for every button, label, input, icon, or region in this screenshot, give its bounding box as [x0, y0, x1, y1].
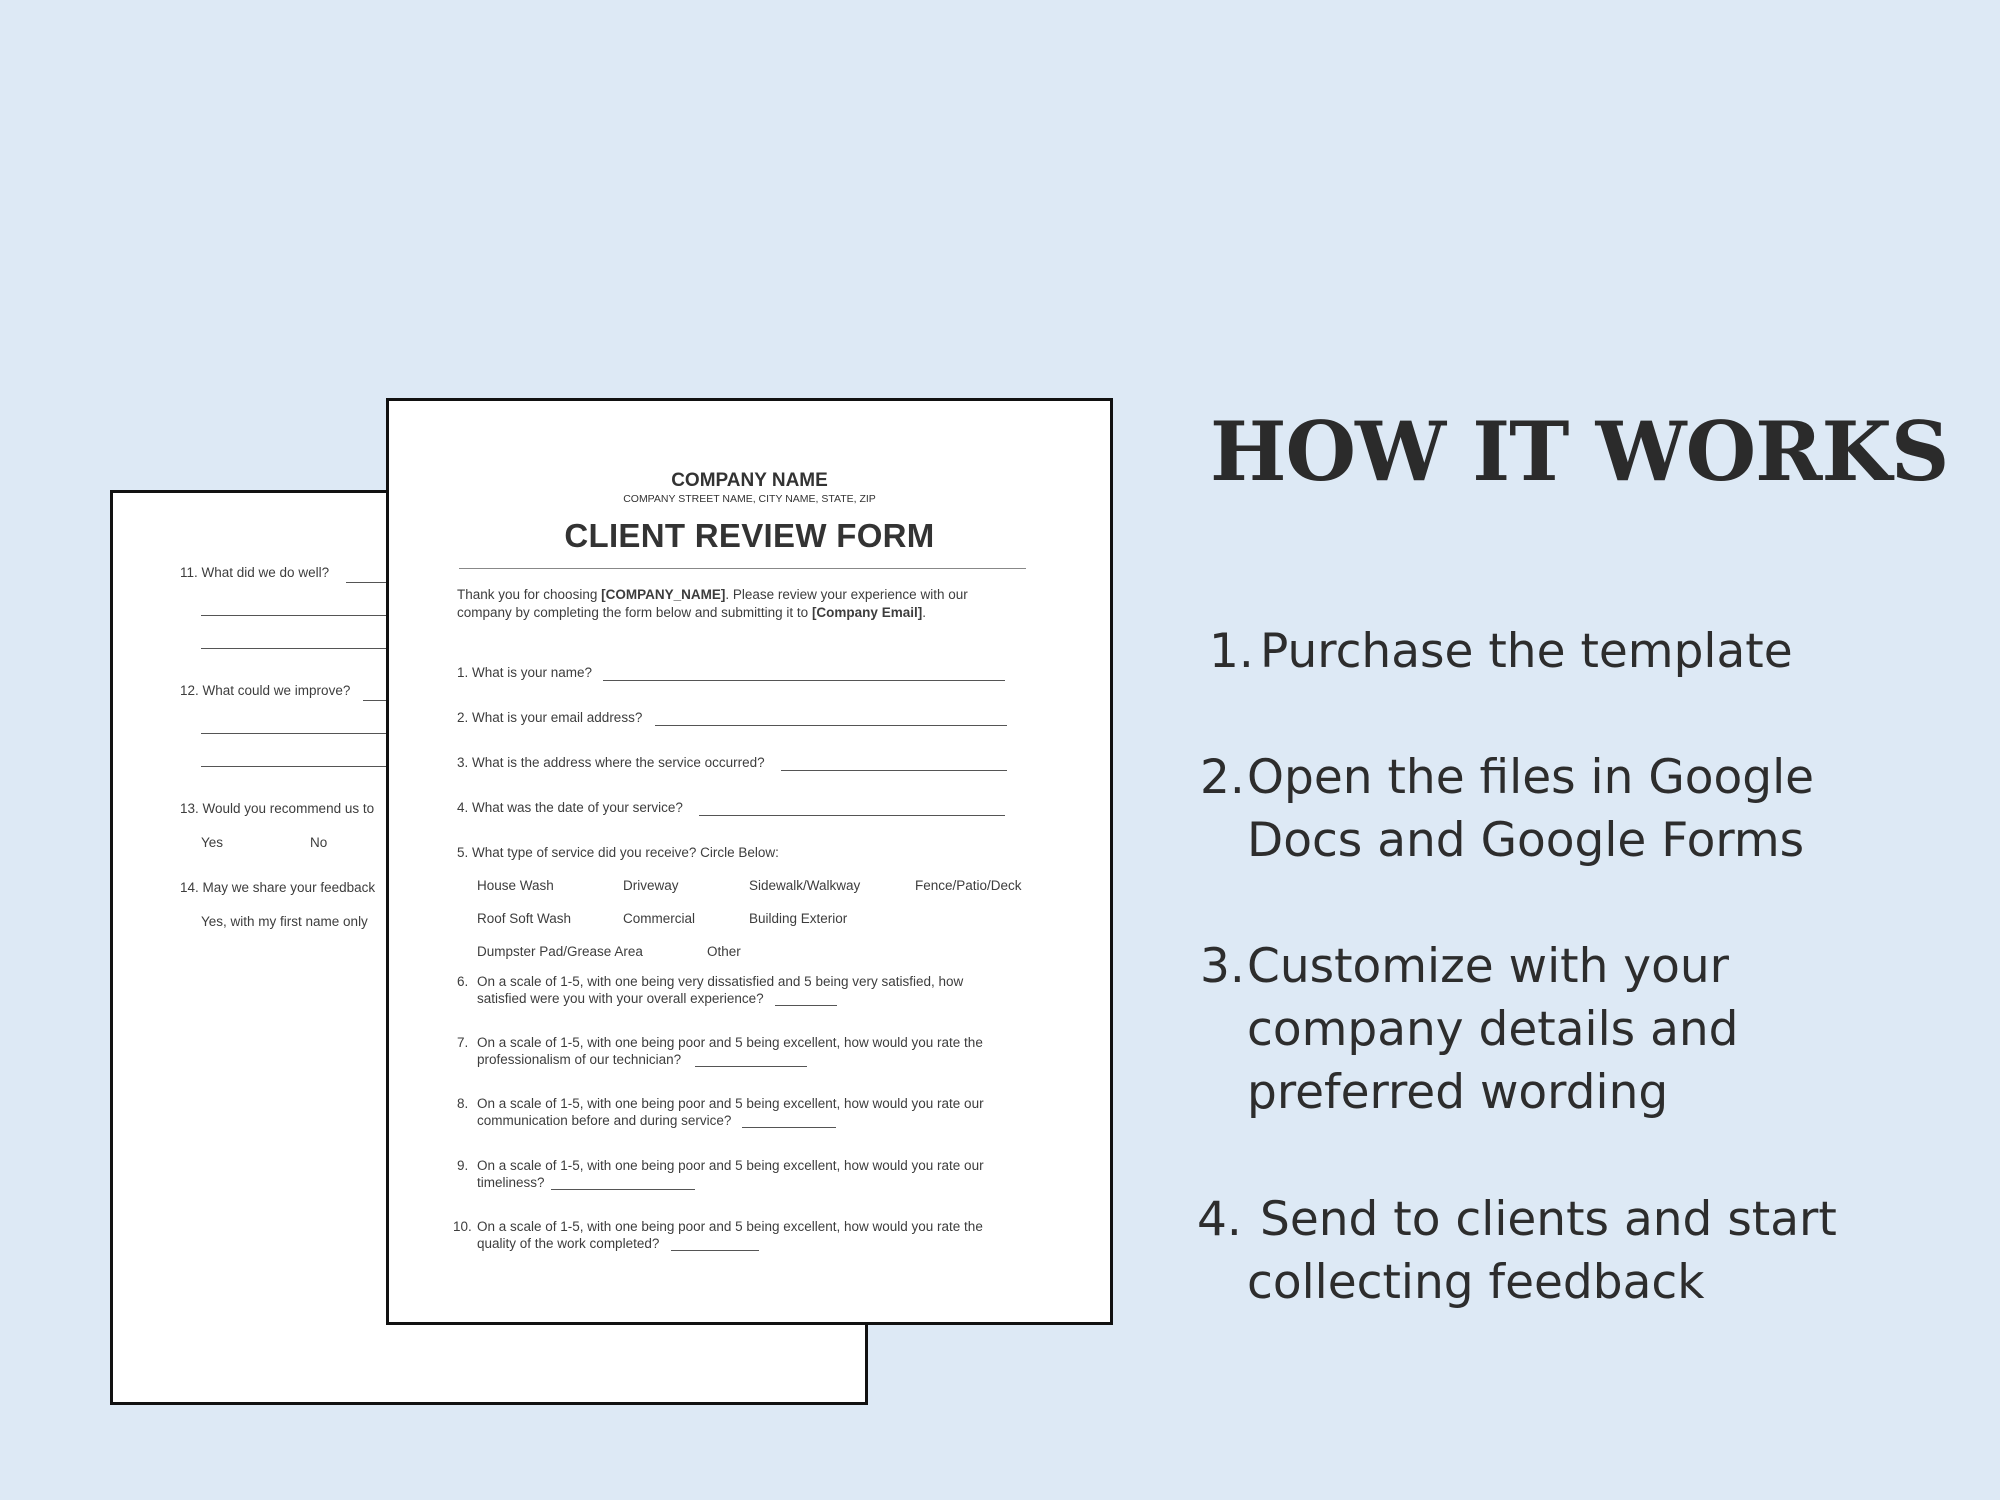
step-text-line: preferred wording	[1247, 1065, 1669, 1120]
question-12: 12. What could we improve?	[180, 683, 351, 698]
front-form-page	[386, 398, 1113, 1325]
question-4: 4. What was the date of your service?	[457, 800, 683, 815]
step-number: 2.	[1200, 750, 1245, 805]
option-no: No	[310, 835, 328, 850]
answer-line	[699, 815, 1005, 816]
service-option: Commercial	[623, 911, 696, 926]
question-8-line2: communication before and during service?	[477, 1113, 732, 1128]
service-option: Building Exterior	[749, 911, 848, 926]
answer-line	[603, 680, 1005, 681]
answer-line	[551, 1189, 695, 1190]
question-8-number: 8.	[457, 1096, 469, 1111]
step-text-line: collecting feedback	[1247, 1255, 1705, 1310]
how-it-works-heading: HOW IT WORKS	[1210, 405, 1949, 500]
step-text-line: company details and	[1247, 1002, 1739, 1057]
question-9-number: 9.	[457, 1158, 469, 1173]
answer-line	[742, 1127, 836, 1128]
step-number: 4.	[1197, 1192, 1242, 1247]
company-name: COMPANY NAME	[671, 470, 828, 491]
question-8-line1: On a scale of 1-5, with one being poor and 5 being excellent, how would you rate our	[477, 1096, 984, 1111]
step-text-line: Customize with your	[1247, 939, 1729, 994]
service-option: Dumpster Pad/Grease Area	[477, 944, 643, 959]
question-3: 3. What is the address where the service occurred?	[457, 755, 765, 770]
question-9-line1: On a scale of 1-5, with one being poor and 5 being excellent, how would you rate our	[477, 1158, 984, 1173]
question-6-line2: satisfied were you with your overall experience?	[477, 991, 764, 1006]
question-10-number: 10.	[453, 1219, 472, 1234]
question-10-line1: On a scale of 1-5, with one being poor and 5 being excellent, how would you rate the	[477, 1219, 983, 1234]
question-13: 13. Would you recommend us to	[180, 801, 375, 816]
question-7-line2: professionalism of our technician?	[477, 1052, 682, 1067]
step-text-line: Open the files in Google	[1247, 750, 1815, 805]
step-text-line: Send to clients and start	[1260, 1192, 1837, 1247]
answer-line	[671, 1250, 759, 1251]
question-11: 11. What did we do well?	[180, 565, 330, 580]
answer-line	[655, 725, 1007, 726]
question-14: 14. May we share your feedback	[180, 880, 376, 895]
step-text-line: Docs and Google Forms	[1247, 813, 1805, 868]
step-number: 1.	[1209, 624, 1254, 679]
service-option: Roof Soft Wash	[477, 911, 572, 926]
step-number: 3.	[1200, 939, 1245, 994]
question-5: 5. What type of service did you receive? Circle Below:	[457, 845, 779, 860]
form-intro: Thank you for choosing [COMPANY_NAME]. Please review your experience with our company by completing the form below and submitting it to [Company Email].	[457, 587, 968, 620]
question-7-number: 7.	[457, 1035, 469, 1050]
company-address: COMPANY STREET NAME, CITY NAME, STATE, ZIP	[623, 493, 876, 505]
answer-line	[775, 1005, 837, 1006]
step-text-line: Purchase the template	[1260, 624, 1793, 679]
option-first-name: Yes, with my first name only	[201, 914, 368, 929]
service-option: Sidewalk/Walkway	[749, 878, 861, 893]
service-option: Other	[707, 944, 741, 959]
question-6-line1: On a scale of 1-5, with one being very dissatisfied and 5 being very satisfied, how	[477, 974, 964, 989]
answer-line	[781, 770, 1007, 771]
header-divider	[459, 568, 1026, 569]
question-6-number: 6.	[457, 974, 469, 989]
option-yes: Yes	[201, 835, 224, 850]
question-9-line2: timeliness?	[477, 1175, 545, 1190]
service-option: Driveway	[623, 878, 679, 893]
form-title: CLIENT REVIEW FORM	[564, 517, 935, 554]
answer-line	[695, 1066, 807, 1067]
service-option: House Wash	[477, 878, 554, 893]
question-7-line1: On a scale of 1-5, with one being poor and 5 being excellent, how would you rate the	[477, 1035, 983, 1050]
question-2: 2. What is your email address?	[457, 710, 643, 725]
service-option: Fence/Patio/Deck	[915, 878, 1022, 893]
question-10-line2: quality of the work completed?	[477, 1236, 660, 1251]
question-1: 1. What is your name?	[457, 665, 593, 680]
